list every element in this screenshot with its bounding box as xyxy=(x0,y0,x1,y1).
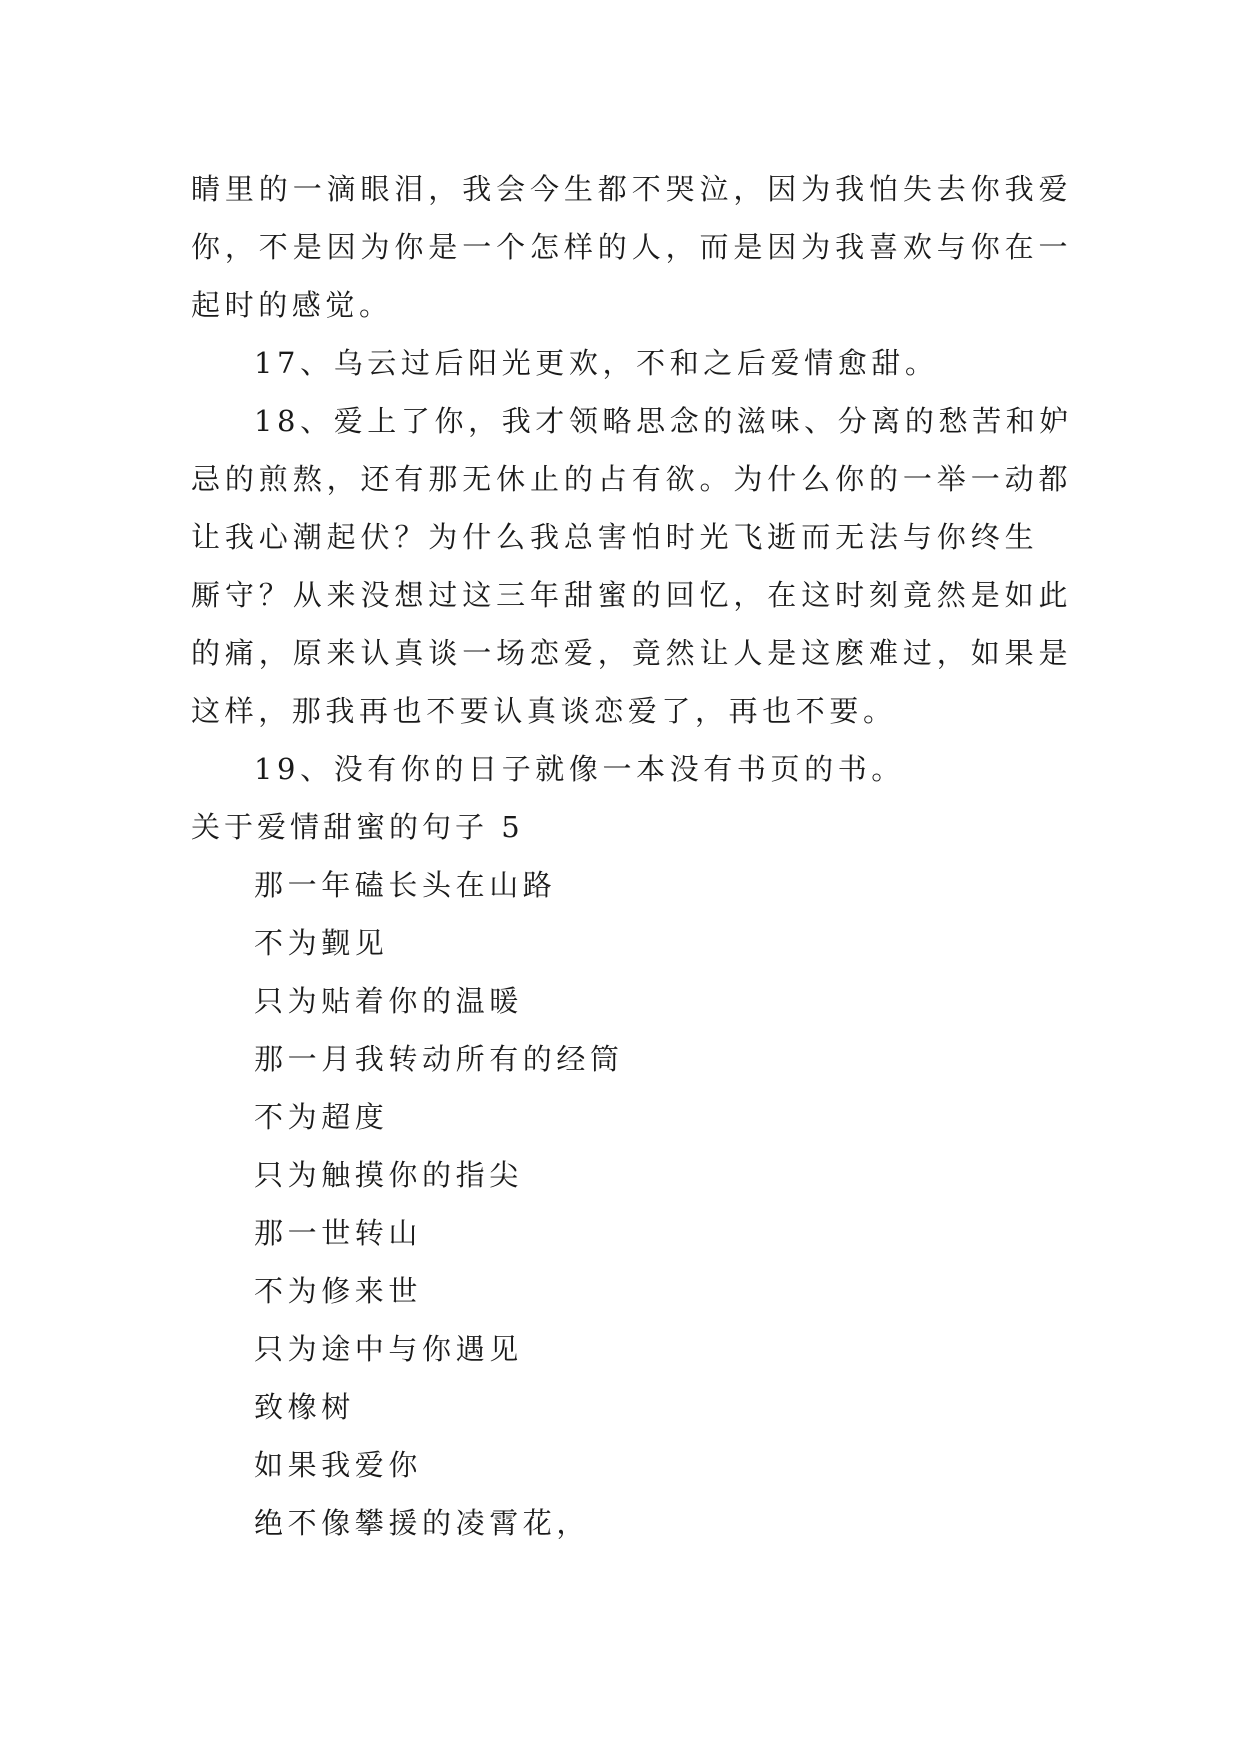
paragraph-16-tail xyxy=(191,160,1073,334)
poem-line: 那一年磕长头在山路 xyxy=(254,868,557,902)
poem-line: 不为觐见 xyxy=(254,926,389,960)
poem-line: 致橡树 xyxy=(254,1390,355,1424)
text-line: 睛里的一滴眼泪，我会今生都不哭泣，因为我怕失去你我爱 xyxy=(191,172,1073,206)
text-line: 厮守？从来没想过这三年甜蜜的回忆，在这时刻竟然是如此 xyxy=(191,578,1073,612)
text-line: 的痛，原来认真谈一场恋爱，竟然让人是这麽难过，如果是 xyxy=(191,636,1073,670)
poem-line: 只为途中与你遇见 xyxy=(254,1332,523,1366)
poem-line: 如果我爱你 xyxy=(254,1448,423,1482)
text-line: 这样，那我再也不要认真谈恋爱了，再也不要。 xyxy=(191,694,897,728)
poem-line: 不为超度 xyxy=(254,1100,389,1134)
poem-line: 那一世转山 xyxy=(254,1216,423,1250)
paragraph-18 xyxy=(191,392,1073,740)
text-line: 你，不是因为你是一个怎样的人，而是因为我喜欢与你在一 xyxy=(191,230,1073,264)
text-line: 起时的感觉。 xyxy=(191,288,393,322)
document-page xyxy=(191,160,1073,1552)
poem-line: 那一月我转动所有的经筒 xyxy=(254,1042,624,1076)
poem xyxy=(191,856,1051,1552)
item-19: 19、没有你的日子就像一本没有书页的书。 xyxy=(254,752,905,786)
poem-line: 只为触摸你的指尖 xyxy=(254,1158,523,1192)
text-line: 让我心潮起伏？为什么我总害怕时光飞逝而无法与你终生 xyxy=(191,520,1039,554)
section-heading: 关于爱情甜蜜的句子 5 xyxy=(191,810,524,844)
item-17: 17、乌云过后阳光更欢，不和之后爱情愈甜。 xyxy=(254,346,939,380)
poem-line: 绝不像攀援的凌霄花， xyxy=(254,1506,591,1540)
text-line: 18、爱上了你，我才领略思念的滋味、分离的愁苦和妒 xyxy=(254,404,1073,438)
poem-line: 不为修来世 xyxy=(254,1274,423,1308)
text-line: 忌的煎熬，还有那无休止的占有欲。为什么你的一举一动都 xyxy=(191,462,1073,496)
poem-line: 只为贴着你的温暖 xyxy=(254,984,523,1018)
